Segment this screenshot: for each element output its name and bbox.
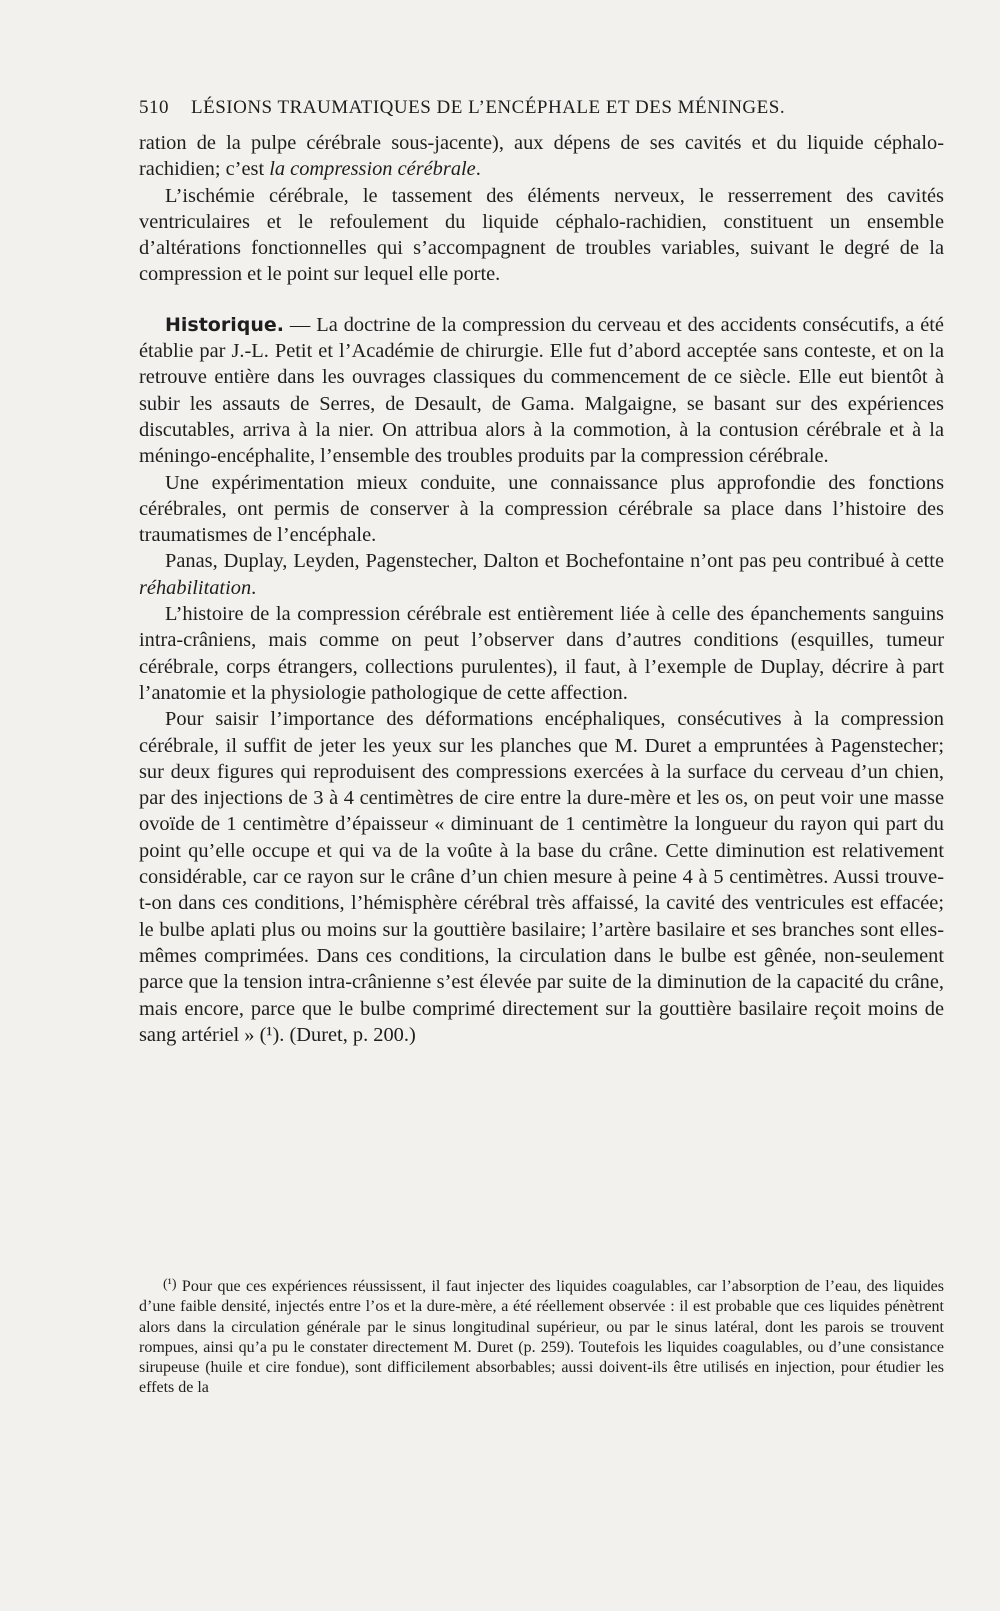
paragraph-continuation: ration de la pulpe cérébrale sous-jacente), aux dépens de ses cavités et du liquide céphalo-rachidien; c’est la compression cérébrale. — [139, 132, 944, 181]
page-number: 510 — [139, 97, 169, 118]
footnote-marker: (¹) — [163, 1277, 177, 1292]
running-header — [139, 97, 944, 119]
running-title: LÉSIONS TRAUMATIQUES DE L’ENCÉPHALE ET DES MÉNINGES. — [191, 97, 786, 118]
paragraph-ischemia: L’ischémie cérébrale, le tassement des éléments nerveux, le resserrement des cavités ventriculaires et le refoulement du liquide céphalo-rachidien, constituent un ensemble d’altérations fonctionnelles qui s’accompagnent de troubles variables, suivant le degré de la compression et le point sur lequel elle porte. — [139, 184, 944, 286]
paragraph-deformations: Pour saisir l’importance des déformations encéphaliques, consécutives à la compression cérébrale, il suffit de jeter les yeux sur les planches que M. Duret a empruntées à Pagenstecher; sur deux figures qui reproduisent des compressions exercées à la surface du cerveau d’un chien, par des injections de 3 à 4 centimètres de cire entre la dure-mère et les os, on peut voir une masse ovoïde de 1 centimètre d’épaisseur « diminuant de 1 centimètre la longueur du rayon qui part du point qu’elle occupe et qui va de la voûte à la base du crâne. Cette diminution est relativement considérable, car ce rayon sur le crâne d’un chien mesure à peine 4 à 5 centimètres. Aussi trouve-t-on dans ces conditions, l’hémisphère cérébral très affaissé, la cavité des ventricules est effacée; le bulbe aplati plus ou moins sur la gouttière basilaire; l’artère basilaire et ses branches sont elles-mêmes comprimées. Dans ces conditions, la circulation dans le bulbe est gênée, non-seulement parce que la tension intra-crânienne s’est élevée par suite de la diminution de la capacité du crâne, mais encore, parce que le bulbe comprimé directement sur la gouttière basilaire reçoit moins de sang artériel » (¹). (Duret, p. 200.) — [139, 708, 944, 1046]
main-text — [139, 130, 944, 1048]
paragraph-rehabilitation: Panas, Duplay, Leyden, Pagenstecher, Dalton et Bochefontaine n’ont pas peu contribué à cette réhabilitation. — [139, 550, 944, 599]
paragraph-histoire: L’histoire de la compression cérébrale est entièrement liée à celle des épanchements sanguins intra-crâniens, mais comme on peut l’observer dans d’autres conditions (esquilles, tumeur cérébrale, corps étrangers, collections purulentes), il faut, à l’exemple de Duplay, décrire à part l’anatomie et la physiologie pathologique de cette affection. — [139, 603, 944, 704]
footnote-1: (¹) Pour que ces expériences réussissent, il faut injecter des liquides coagulables, car l’absorption de l’eau, des liquides d’une faible densité, injectés entre l’os et la dure-mère, a été réellement observée : il est probable que ces liquides pénètrent alors dans la circulation générale par le sinus longitudinal supérieur, ou par le sinus latéral, dont les parois se trouvent rompues, ainsi qu’a pu le constater directement M. Duret (p. 259). Toutefois les liquides coagulables, ou d’une consistance sirupeuse (huile et cire fondue), sont difficilement absorbables; aussi doivent-ils être utilisés en injection, pour étudier les effets de la — [139, 1277, 944, 1397]
footnote-reference: (¹) — [259, 1023, 280, 1046]
emphasis: la compression cérébrale — [269, 158, 476, 181]
paragraph-experimentation: Une expérimentation mieux conduite, une connaissance plus approfondie des fonctions cérébrales, ont permis de conserver à la compression cérébrale sa place dans l’histoire des traumatismes de l’encéphale. — [139, 471, 944, 547]
emphasis: réhabilitation — [139, 576, 252, 599]
section-heading: Historique. — [165, 313, 284, 336]
paragraph-historique: Historique. — La doctrine de la compression du cerveau et des accidents consécutifs, a été établie par J.-L. Petit et l’Académie de chirurgie. Elle fut d’abord acceptée sans conteste, et on la retrouve entière dans les ouvrages classiques du commencement de ce siècle. Elle eut bientôt à subir les assauts de Serres, de Desault, de Gama. Malgaigne, se basant sur des expériences discutables, arriva à la nier. On attribua alors à la commotion, à la contusion cérébrale et à la méningo-encéphalite, l’ensemble des troubles produits par la compression cérébrale. — [139, 313, 944, 468]
footnote-area — [139, 1275, 944, 1399]
